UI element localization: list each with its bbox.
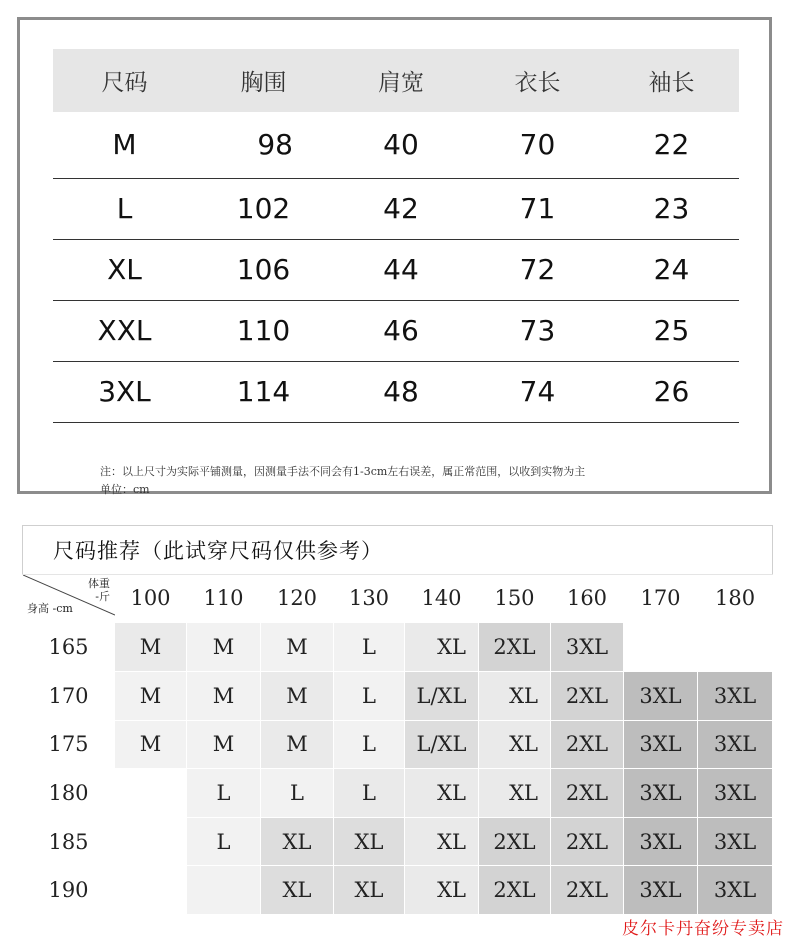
weight-header-row	[23, 574, 773, 623]
cell-sleeve: 25	[604, 300, 739, 361]
header-shoulder: 肩宽	[331, 49, 471, 112]
size-cell: 2XL	[551, 671, 624, 720]
size-cell: 3XL	[624, 866, 698, 915]
weight-header: 180	[698, 574, 773, 623]
size-cell: M	[115, 671, 187, 720]
size-cell: 3XL	[698, 769, 773, 818]
cell-shoulder: 44	[331, 239, 471, 300]
size-cell: 3XL	[551, 623, 624, 672]
header-length: 衣长	[471, 49, 604, 112]
size-cell: M	[187, 623, 261, 672]
size-cell	[187, 866, 261, 915]
weight-header: 140	[405, 574, 479, 623]
table-row	[53, 239, 739, 300]
size-cell: XL	[405, 866, 479, 915]
size-cell: XL	[334, 866, 405, 915]
size-cell: 3XL	[698, 866, 773, 915]
measurement-note	[100, 463, 750, 499]
size-cell: M	[261, 720, 334, 769]
size-table-header	[53, 49, 739, 112]
weight-axis-label	[88, 577, 110, 603]
size-chart-card	[17, 17, 772, 494]
size-cell	[115, 769, 187, 818]
height-row	[23, 817, 773, 866]
size-cell	[698, 623, 773, 672]
note-unit-line: 单位：cm	[100, 483, 150, 496]
cell-length: 70	[471, 112, 604, 178]
header-sleeve: 袖长	[604, 49, 739, 112]
size-cell: 2XL	[551, 769, 624, 818]
size-cell: M	[187, 671, 261, 720]
weight-header: 130	[334, 574, 405, 623]
cell-shoulder: 46	[331, 300, 471, 361]
size-cell: 2XL	[551, 720, 624, 769]
cell-length: 71	[471, 178, 604, 239]
corner-cell	[23, 574, 115, 623]
size-cell	[624, 623, 698, 672]
cell-shoulder: 48	[331, 361, 471, 422]
size-cell: XL	[405, 769, 479, 818]
size-cell: M	[187, 720, 261, 769]
size-cell: L	[334, 720, 405, 769]
cell-size: XXL	[53, 300, 196, 361]
height-label: 180	[23, 769, 115, 818]
cell-length: 73	[471, 300, 604, 361]
weight-unit: -斤	[95, 589, 110, 603]
size-cell: M	[115, 623, 187, 672]
height-row	[23, 671, 773, 720]
header-chest: 胸围	[196, 49, 331, 112]
size-cell: 3XL	[624, 769, 698, 818]
header-size: 尺码	[53, 49, 196, 112]
size-cell: XL	[261, 866, 334, 915]
cell-size: 3XL	[53, 361, 196, 422]
size-cell: 2XL	[551, 817, 624, 866]
size-cell: M	[261, 623, 334, 672]
cell-chest: 114	[196, 361, 331, 422]
cell-shoulder: 40	[331, 112, 471, 178]
cell-size: L	[53, 178, 196, 239]
cell-length: 74	[471, 361, 604, 422]
cell-sleeve: 26	[604, 361, 739, 422]
size-cell	[115, 866, 187, 915]
size-cell: M	[261, 671, 334, 720]
weight-header: 110	[187, 574, 261, 623]
cell-sleeve: 23	[604, 178, 739, 239]
cell-size: M	[53, 112, 196, 178]
size-cell: XL	[261, 817, 334, 866]
size-cell: XL	[479, 671, 551, 720]
height-row	[23, 769, 773, 818]
size-cell: 3XL	[624, 720, 698, 769]
recommendation-title: 尺码推荐（此试穿尺码仅供参考）	[23, 526, 773, 575]
size-cell: 3XL	[698, 720, 773, 769]
size-cell: L	[187, 769, 261, 818]
size-cell: L	[334, 671, 405, 720]
size-cell	[115, 817, 187, 866]
size-cell: L	[187, 817, 261, 866]
size-cell: L	[261, 769, 334, 818]
cell-shoulder: 42	[331, 178, 471, 239]
size-cell: 3XL	[624, 671, 698, 720]
size-cell: XL	[479, 769, 551, 818]
cell-sleeve: 24	[604, 239, 739, 300]
size-cell: 2XL	[479, 817, 551, 866]
height-label: 190	[23, 866, 115, 915]
size-cell: L/XL	[405, 720, 479, 769]
height-row	[23, 720, 773, 769]
size-cell: 3XL	[698, 817, 773, 866]
table-row	[53, 178, 739, 239]
cell-sleeve: 22	[604, 112, 739, 178]
weight-header: 150	[479, 574, 551, 623]
height-label: 165	[23, 623, 115, 672]
size-table	[53, 49, 739, 423]
table-row	[53, 361, 739, 422]
size-cell: 3XL	[698, 671, 773, 720]
size-cell: M	[115, 720, 187, 769]
size-cell: L/XL	[405, 671, 479, 720]
cell-chest: 98	[196, 112, 331, 178]
height-label: 185	[23, 817, 115, 866]
height-axis-label: 身高 -cm	[27, 602, 73, 616]
note-line: 注：以上尺寸为实际平铺测量，因测量手法不同会有1-3cm左右误差，属正常范围，以收到实物为主	[100, 465, 586, 478]
size-recommendation-table	[22, 525, 773, 915]
table-row	[53, 300, 739, 361]
weight-header: 120	[261, 574, 334, 623]
table-row	[53, 112, 739, 178]
cell-size: XL	[53, 239, 196, 300]
weight-header: 100	[115, 574, 187, 623]
size-cell: XL	[334, 817, 405, 866]
size-cell: XL	[405, 623, 479, 672]
height-row	[23, 866, 773, 915]
cell-chest: 106	[196, 239, 331, 300]
weight-label: 体重	[88, 576, 110, 590]
weight-header: 160	[551, 574, 624, 623]
size-cell: L	[334, 769, 405, 818]
cell-chest: 110	[196, 300, 331, 361]
size-cell: XL	[479, 720, 551, 769]
height-row	[23, 623, 773, 672]
cell-length: 72	[471, 239, 604, 300]
shop-name: 皮尔卡丹奋纷专卖店	[622, 919, 784, 938]
size-cell: XL	[405, 817, 479, 866]
size-cell: 2XL	[479, 623, 551, 672]
weight-header: 170	[624, 574, 698, 623]
height-label: 175	[23, 720, 115, 769]
size-cell: 2XL	[551, 866, 624, 915]
height-label: 170	[23, 671, 115, 720]
size-cell: 3XL	[624, 817, 698, 866]
size-cell: L	[334, 623, 405, 672]
cell-chest: 102	[196, 178, 331, 239]
size-cell: 2XL	[479, 866, 551, 915]
